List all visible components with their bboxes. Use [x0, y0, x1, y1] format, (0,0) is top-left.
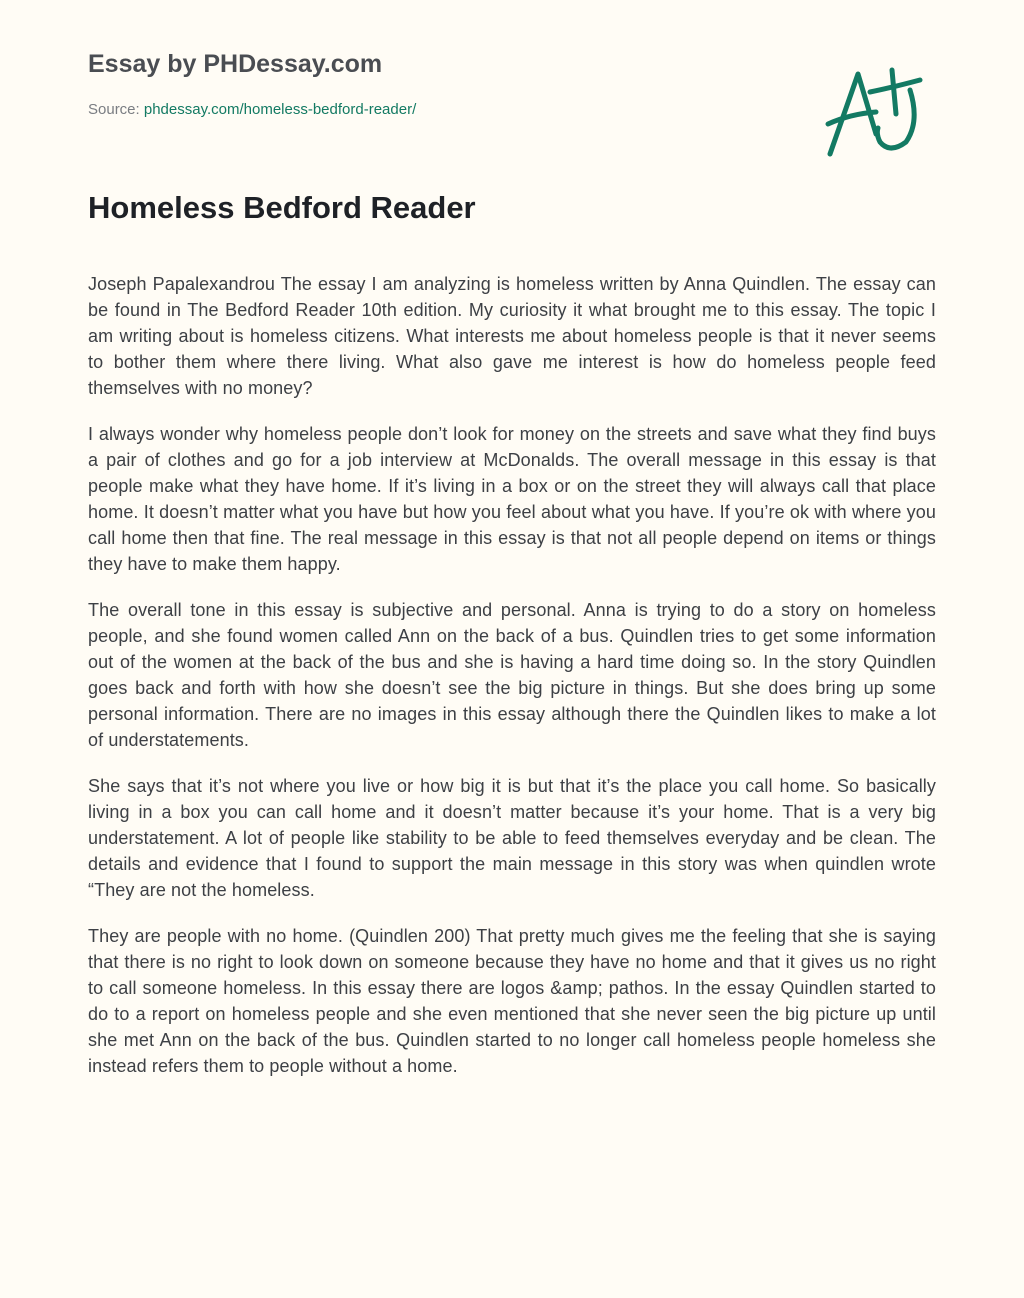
- source-label: Source:: [88, 101, 140, 118]
- source-link[interactable]: phdessay.com/homeless-bedford-reader/: [143, 101, 417, 118]
- a-plus-logo-icon: [820, 62, 930, 162]
- paragraph: Joseph Papalexandrou The essay I am analyzing is homeless written by Anna Quindlen. The essay can be found in The Bedford Reader 10th edition. My curiosity it what brought me to this essay. The topic I am writing about is homeless citizens. What interests me about homeless people is that it never seems to bother them where there living. What also gave me interest is how do homeless people feed themselves with no money?: [88, 274, 936, 398]
- site-brand: Essay by PHDessay.com: [88, 50, 383, 78]
- page-title: Homeless Bedford Reader: [88, 190, 476, 225]
- paragraph: She says that it’s not where you live or how big it is but that it’s the place you call home. So basically living in a box you can call home and it doesn’t matter because it’s your home. That is a very big understatement. A lot of people like stability to be able to feed themselves everyday and be clean. The details and evidence that I found to support the main message in this story was when quindlen wrote “They are not the homeless.: [88, 776, 936, 900]
- paragraph: The overall tone in this essay is subjective and personal. Anna is trying to do a story on homeless people, and she found women called Ann on the back of a bus. Quindlen tries to get some information out of the women at the back of the bus and she is having a hard time doing so. In the story Quindlen goes back and forth with how she doesn’t see the big picture in things. But she does bring up some personal information. There are no images in this essay although there the Quindlen likes to make a lot of understatements.: [88, 600, 936, 750]
- source-line: [88, 101, 416, 118]
- essay-body: [88, 271, 936, 1099]
- paragraph: They are people with no home. (Quindlen 200) That pretty much gives me the feeling that she is saying that there is no right to look down on someone because they have no home and that it gives us no right to call someone homeless. In this essay there are logos &amp; pathos. In the essay Quindlen started to do to a report on homeless people and she even mentioned that she never seen the big picture up until she met Ann on the back of the bus. Quindlen started to no longer call homeless people homeless she instead refers them to people without a home.: [88, 926, 936, 1076]
- paragraph: I always wonder why homeless people don’t look for money on the streets and save what they find buys a pair of clothes and go for a job interview at McDonalds. The overall message in this essay is that people make what they have home. If it’s living in a box or on the street they will always call that place home. It doesn’t matter what you have but how you feel about what you have. If you’re ok with where you call home then that fine. The real message in this essay is that not all people depend on items or things they have to make them happy.: [88, 424, 936, 574]
